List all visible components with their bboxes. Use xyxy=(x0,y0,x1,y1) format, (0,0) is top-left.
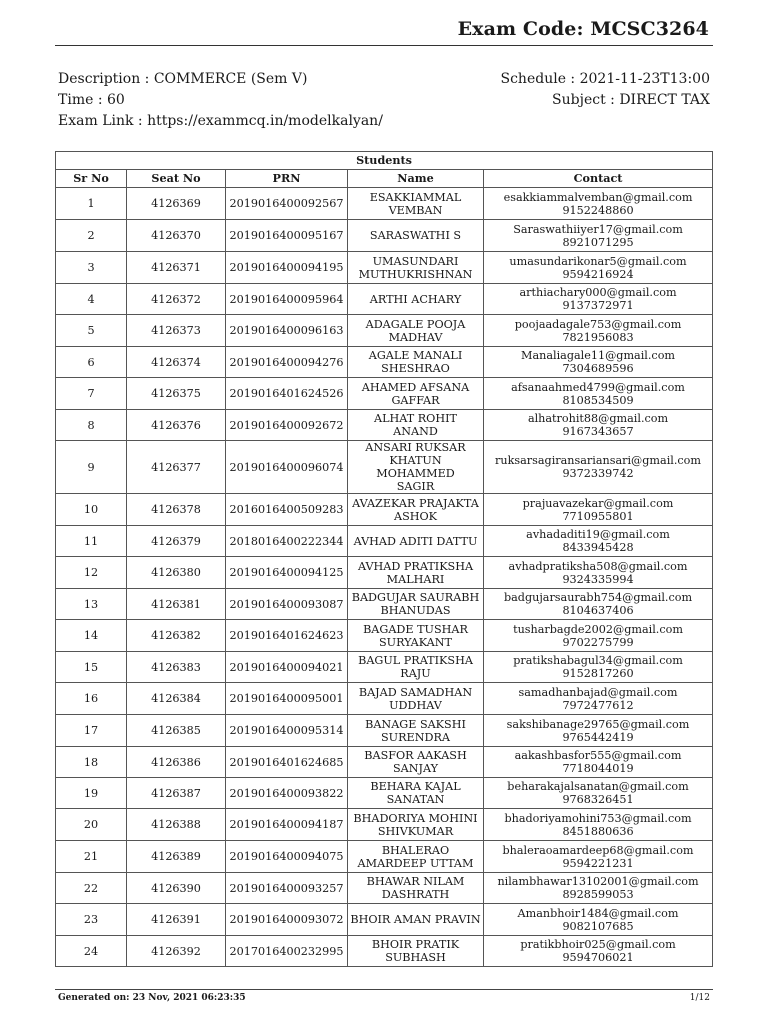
name-line: SARASWATHI S xyxy=(369,229,462,242)
prn-cell: 2019016400095964 xyxy=(226,284,348,315)
name-line: ARTHI ACHARY xyxy=(369,292,462,306)
contact-phone: 9167343657 xyxy=(562,425,634,438)
contact-cell xyxy=(484,252,713,284)
prn-cell: 2019016400095001 xyxy=(226,683,348,715)
name-line: AVHAD ADITI DATTU xyxy=(353,534,478,548)
name-cell xyxy=(348,526,484,557)
table-caption: Students xyxy=(56,152,713,170)
name-cell xyxy=(348,347,484,378)
contact-phone: 9768326451 xyxy=(562,793,634,806)
table-body xyxy=(56,188,713,967)
table-row xyxy=(56,410,713,441)
name-line: ADAGALE POOJA xyxy=(365,317,466,331)
contact-email: aakashbasfor555@gmail.com xyxy=(514,749,682,762)
seat-no-cell: 4126369 xyxy=(127,188,226,220)
seat-no-cell: 4126382 xyxy=(127,620,226,652)
name-cell xyxy=(348,841,484,873)
contact-phone: 9137372971 xyxy=(562,299,634,312)
name-line: MALHARI xyxy=(386,572,445,586)
contact-phone: 7972477612 xyxy=(562,698,634,712)
sr-no-cell: 10 xyxy=(56,494,127,526)
contact-cell xyxy=(484,220,713,252)
name-line: BAJAD SAMADHAN xyxy=(358,685,473,699)
sr-no-cell: 8 xyxy=(56,410,127,441)
name-line: SAGIR xyxy=(396,480,435,493)
contact-email: samadhanbajad@gmail.com xyxy=(518,685,678,699)
table-row xyxy=(56,652,713,683)
contact-email: avhadpratiksha508@gmail.com xyxy=(508,559,688,573)
page-number: 1/12 xyxy=(689,993,710,1003)
table-header-row xyxy=(56,170,713,188)
sr-no-cell: 9 xyxy=(56,441,127,494)
contact-phone: 9152817260 xyxy=(562,667,634,680)
name-cell xyxy=(348,683,484,715)
name-line: GAFFAR xyxy=(391,393,440,407)
seat-no-cell: 4126377 xyxy=(127,441,226,494)
contact-cell xyxy=(484,347,713,378)
seat-no-cell: 4126380 xyxy=(127,557,226,589)
header-divider xyxy=(55,45,713,46)
name-line: BHOIR AMAN PRAVIN xyxy=(350,913,481,926)
table-row xyxy=(56,220,713,252)
table-row xyxy=(56,494,713,526)
seat-no-cell: 4126386 xyxy=(127,747,226,778)
prn-cell: 2019016400093822 xyxy=(226,778,348,809)
prn-cell: 2019016400096074 xyxy=(226,441,348,494)
contact-phone: 9594221231 xyxy=(562,856,634,870)
seat-no-cell: 4126376 xyxy=(127,410,226,441)
sr-no-cell: 11 xyxy=(56,526,127,557)
contact-cell xyxy=(484,809,713,841)
contact-phone: 7821956083 xyxy=(562,330,634,344)
name-cell xyxy=(348,378,484,410)
name-line: SURYAKANT xyxy=(378,635,452,649)
contact-cell xyxy=(484,778,713,809)
name-cell xyxy=(348,589,484,620)
seat-no-cell: 4126370 xyxy=(127,220,226,252)
footer-divider xyxy=(55,989,713,990)
prn-cell: 2019016400093087 xyxy=(226,589,348,620)
table-row xyxy=(56,936,713,967)
contact-email: pratikbhoir025@gmail.com xyxy=(520,938,676,951)
name-line: SANATAN xyxy=(386,793,445,806)
name-cell xyxy=(348,315,484,347)
contact-phone: 9372339742 xyxy=(562,467,634,480)
sr-no-cell: 16 xyxy=(56,683,127,715)
table-row xyxy=(56,683,713,715)
name-line: SURENDRA xyxy=(381,730,450,744)
contact-email: poojaadagale753@gmail.com xyxy=(514,317,682,331)
contact-phone: 7718044019 xyxy=(562,762,634,775)
name-line: AMARDEEP UTTAM xyxy=(357,856,474,870)
name-cell xyxy=(348,441,484,494)
seat-no-cell: 4126383 xyxy=(127,652,226,683)
contact-phone: 9324335994 xyxy=(562,572,634,586)
contact-email: beharakajalsanatan@gmail.com xyxy=(507,780,689,793)
prn-cell: 2019016400093257 xyxy=(226,873,348,904)
sr-no-cell: 19 xyxy=(56,778,127,809)
name-cell xyxy=(348,873,484,904)
contact-phone: 9702275799 xyxy=(562,635,634,649)
sr-no-cell: 17 xyxy=(56,715,127,747)
contact-phone: 7710955801 xyxy=(562,509,634,523)
name-line: BAGADE TUSHAR xyxy=(363,622,468,636)
prn-cell: 2019016400094021 xyxy=(226,652,348,683)
contact-phone: 8451880636 xyxy=(562,824,634,838)
name-line: AGALE MANALI xyxy=(368,349,463,362)
name-line: UMASUNDARI xyxy=(372,254,459,268)
contact-cell xyxy=(484,441,713,494)
contact-phone: 8928599053 xyxy=(562,888,634,901)
sr-no-cell: 5 xyxy=(56,315,127,347)
prn-cell: 2019016400092567 xyxy=(226,188,348,220)
name-line: SHESHRAO xyxy=(381,362,450,375)
generated-on-text: Generated on: 23 Nov, 2021 06:23:35 xyxy=(58,993,246,1003)
contact-phone: 9765442419 xyxy=(562,730,634,744)
name-line: SUBHASH xyxy=(385,951,446,964)
table-row xyxy=(56,252,713,284)
name-cell xyxy=(348,494,484,526)
seat-no-cell: 4126381 xyxy=(127,589,226,620)
contact-email: pratikshabagul34@gmail.com xyxy=(513,654,683,667)
table-row xyxy=(56,715,713,747)
contact-cell xyxy=(484,873,713,904)
exam-code-title: Exam Code: MCSC3264 xyxy=(457,18,709,40)
table-row xyxy=(56,841,713,873)
name-line: BHADORIYA MOHINI xyxy=(353,811,478,825)
sr-no-cell: 4 xyxy=(56,284,127,315)
contact-email: Manaliagale11@gmail.com xyxy=(521,349,676,362)
prn-cell: 2019016400092672 xyxy=(226,410,348,441)
prn-cell: 2016016400509283 xyxy=(226,494,348,526)
exam-link-text: Exam Link : https://exammcq.in/modelkalyan/ xyxy=(58,113,383,129)
sr-no-cell: 18 xyxy=(56,747,127,778)
prn-cell: 2019016400095167 xyxy=(226,220,348,252)
name-line: BHANUDAS xyxy=(380,604,451,617)
contact-cell xyxy=(484,494,713,526)
table-row xyxy=(56,589,713,620)
contact-email: umasundarikonar5@gmail.com xyxy=(509,254,687,268)
name-cell xyxy=(348,747,484,778)
name-line: ASHOK xyxy=(393,509,438,523)
contact-email: ruksarsagiransariansari@gmail.com xyxy=(495,454,702,467)
name-line: ANSARI RUKSAR xyxy=(365,441,466,454)
name-cell xyxy=(348,188,484,220)
prn-cell: 2019016400094195 xyxy=(226,252,348,284)
contact-cell xyxy=(484,315,713,347)
subject-text: Subject : DIRECT TAX xyxy=(552,92,710,108)
prn-cell: 2019016401624623 xyxy=(226,620,348,652)
table-row xyxy=(56,809,713,841)
seat-no-cell: 4126389 xyxy=(127,841,226,873)
name-cell xyxy=(348,410,484,441)
contact-email: Amanbhoir1484@gmail.com xyxy=(517,906,679,920)
contact-phone: 9082107685 xyxy=(562,919,634,933)
contact-phone: 9594216924 xyxy=(562,267,634,281)
sr-no-cell: 22 xyxy=(56,873,127,904)
name-line: RAJU xyxy=(400,667,431,680)
name-line: AVAZEKAR PRAJAKTA xyxy=(352,496,479,510)
contact-cell xyxy=(484,284,713,315)
prn-cell: 2019016400093072 xyxy=(226,904,348,936)
prn-cell: 2019016400094276 xyxy=(226,347,348,378)
name-line: SHIVKUMAR xyxy=(377,824,454,838)
prn-cell: 2019016400094075 xyxy=(226,841,348,873)
name-cell xyxy=(348,252,484,284)
seat-no-cell: 4126374 xyxy=(127,347,226,378)
sr-no-cell: 13 xyxy=(56,589,127,620)
table-row xyxy=(56,873,713,904)
seat-no-cell: 4126385 xyxy=(127,715,226,747)
name-line: BASFOR AAKASH xyxy=(364,749,467,762)
description-text: Description : COMMERCE (Sem V) xyxy=(58,71,308,87)
name-cell xyxy=(348,557,484,589)
table-row xyxy=(56,284,713,315)
sr-no-cell: 1 xyxy=(56,188,127,220)
table-row xyxy=(56,620,713,652)
contact-cell xyxy=(484,620,713,652)
name-line: BHOIR PRATIK xyxy=(371,938,460,951)
contact-email: Saraswathiiyer17@gmail.com xyxy=(513,222,683,236)
sr-no-cell: 14 xyxy=(56,620,127,652)
sr-no-cell: 23 xyxy=(56,904,127,936)
contact-email: bhadoriyamohini753@gmail.com xyxy=(504,811,692,825)
sr-no-cell: 20 xyxy=(56,809,127,841)
table-row xyxy=(56,315,713,347)
name-cell xyxy=(348,284,484,315)
contact-email: sakshibanage29765@gmail.com xyxy=(506,717,690,731)
table-row xyxy=(56,526,713,557)
table-row xyxy=(56,188,713,220)
contact-cell xyxy=(484,936,713,967)
contact-cell xyxy=(484,904,713,936)
contact-cell xyxy=(484,188,713,220)
name-line: ESAKKIAMMAL xyxy=(369,190,462,204)
contact-cell xyxy=(484,715,713,747)
sr-no-cell: 7 xyxy=(56,378,127,410)
contact-phone: 9152248860 xyxy=(562,203,634,217)
contact-email: arthiachary000@gmail.com xyxy=(519,286,677,299)
seat-no-cell: 4126391 xyxy=(127,904,226,936)
name-line: DASHRATH xyxy=(381,888,450,901)
prn-cell: 2019016400094187 xyxy=(226,809,348,841)
table-row xyxy=(56,347,713,378)
sr-no-cell: 6 xyxy=(56,347,127,378)
sr-no-cell: 2 xyxy=(56,220,127,252)
table-caption-row xyxy=(56,152,713,170)
name-line: AVHAD PRATIKSHA xyxy=(357,559,474,573)
seat-no-cell: 4126379 xyxy=(127,526,226,557)
seat-no-cell: 4126390 xyxy=(127,873,226,904)
sr-no-cell: 21 xyxy=(56,841,127,873)
contact-cell xyxy=(484,747,713,778)
table-row xyxy=(56,557,713,589)
contact-cell xyxy=(484,683,713,715)
contact-email: avhadaditi19@gmail.com xyxy=(526,528,670,541)
contact-email: bhaleraoamardeep68@gmail.com xyxy=(502,843,694,857)
prn-cell: 2019016400094125 xyxy=(226,557,348,589)
prn-cell: 2019016400096163 xyxy=(226,315,348,347)
contact-cell xyxy=(484,410,713,441)
time-text: Time : 60 xyxy=(58,92,125,108)
name-cell xyxy=(348,620,484,652)
name-line: BEHARA KAJAL xyxy=(370,780,461,793)
sr-no-cell: 24 xyxy=(56,936,127,967)
name-cell xyxy=(348,778,484,809)
seat-no-cell: 4126371 xyxy=(127,252,226,284)
contact-phone: 8108534509 xyxy=(562,393,634,407)
contact-phone: 8921071295 xyxy=(562,235,634,249)
prn-cell: 2019016401624526 xyxy=(226,378,348,410)
name-line: BANAGE SAKSHI xyxy=(365,717,466,731)
contact-email: prajuavazekar@gmail.com xyxy=(522,496,674,510)
seat-no-cell: 4126373 xyxy=(127,315,226,347)
contact-cell xyxy=(484,589,713,620)
seat-no-cell: 4126384 xyxy=(127,683,226,715)
contact-email: nilambhawar13102001@gmail.com xyxy=(497,875,699,888)
table-row xyxy=(56,378,713,410)
name-line: ALHAT ROHIT ANAND xyxy=(374,412,457,438)
name-line: KHATUN MOHAMMED xyxy=(376,454,455,480)
name-cell xyxy=(348,809,484,841)
name-line: VEMBAN xyxy=(388,203,443,217)
name-line: AHAMED AFSANA xyxy=(361,380,470,394)
column-header-sr-no: Sr No xyxy=(56,170,127,188)
contact-phone: 9594706021 xyxy=(562,951,634,964)
contact-cell xyxy=(484,652,713,683)
name-line: BADGUJAR SAURABH xyxy=(351,591,480,604)
column-header-prn: PRN xyxy=(226,170,348,188)
seat-no-cell: 4126378 xyxy=(127,494,226,526)
table-row xyxy=(56,747,713,778)
name-line: MUTHUKRISHNAN xyxy=(358,267,473,281)
seat-no-cell: 4126372 xyxy=(127,284,226,315)
name-cell xyxy=(348,715,484,747)
table-row xyxy=(56,441,713,494)
column-header-contact: Contact xyxy=(484,170,713,188)
contact-email: badgujarsaurabh754@gmail.com xyxy=(503,591,693,604)
name-cell xyxy=(348,904,484,936)
contact-phone: 8104637406 xyxy=(562,604,634,617)
prn-cell: 2019016400095314 xyxy=(226,715,348,747)
sr-no-cell: 15 xyxy=(56,652,127,683)
seat-no-cell: 4126375 xyxy=(127,378,226,410)
contact-email: esakkiammalvemban@gmail.com xyxy=(503,190,693,204)
prn-cell: 2019016401624685 xyxy=(226,747,348,778)
name-cell xyxy=(348,652,484,683)
table-row xyxy=(56,778,713,809)
prn-cell: 2018016400222344 xyxy=(226,526,348,557)
name-line: MADHAV xyxy=(388,330,443,344)
name-cell xyxy=(348,220,484,252)
name-line: BHALERAO xyxy=(381,843,450,857)
contact-email: afsanaahmed4799@gmail.com xyxy=(511,380,685,394)
seat-no-cell: 4126387 xyxy=(127,778,226,809)
contact-email: alhatrohit88@gmail.com xyxy=(527,412,669,425)
name-cell xyxy=(348,936,484,967)
column-header-seat-no: Seat No xyxy=(127,170,226,188)
sr-no-cell: 12 xyxy=(56,557,127,589)
seat-no-cell: 4126388 xyxy=(127,809,226,841)
contact-cell xyxy=(484,841,713,873)
contact-cell xyxy=(484,526,713,557)
contact-cell xyxy=(484,557,713,589)
contact-phone: 8433945428 xyxy=(562,541,634,554)
prn-cell: 2017016400232995 xyxy=(226,936,348,967)
contact-cell xyxy=(484,378,713,410)
table-row xyxy=(56,904,713,936)
name-line: UDDHAV xyxy=(389,698,442,712)
students-table xyxy=(55,151,713,967)
name-line: BAGUL PRATIKSHA xyxy=(358,654,473,667)
name-line: SANJAY xyxy=(392,762,439,775)
schedule-text: Schedule : 2021-11-23T13:00 xyxy=(500,71,710,87)
contact-email: tusharbagde2002@gmail.com xyxy=(513,622,683,636)
name-line: BHAWAR NILAM xyxy=(366,875,465,888)
seat-no-cell: 4126392 xyxy=(127,936,226,967)
contact-phone: 7304689596 xyxy=(562,362,634,375)
column-header-name: Name xyxy=(348,170,484,188)
sr-no-cell: 3 xyxy=(56,252,127,284)
